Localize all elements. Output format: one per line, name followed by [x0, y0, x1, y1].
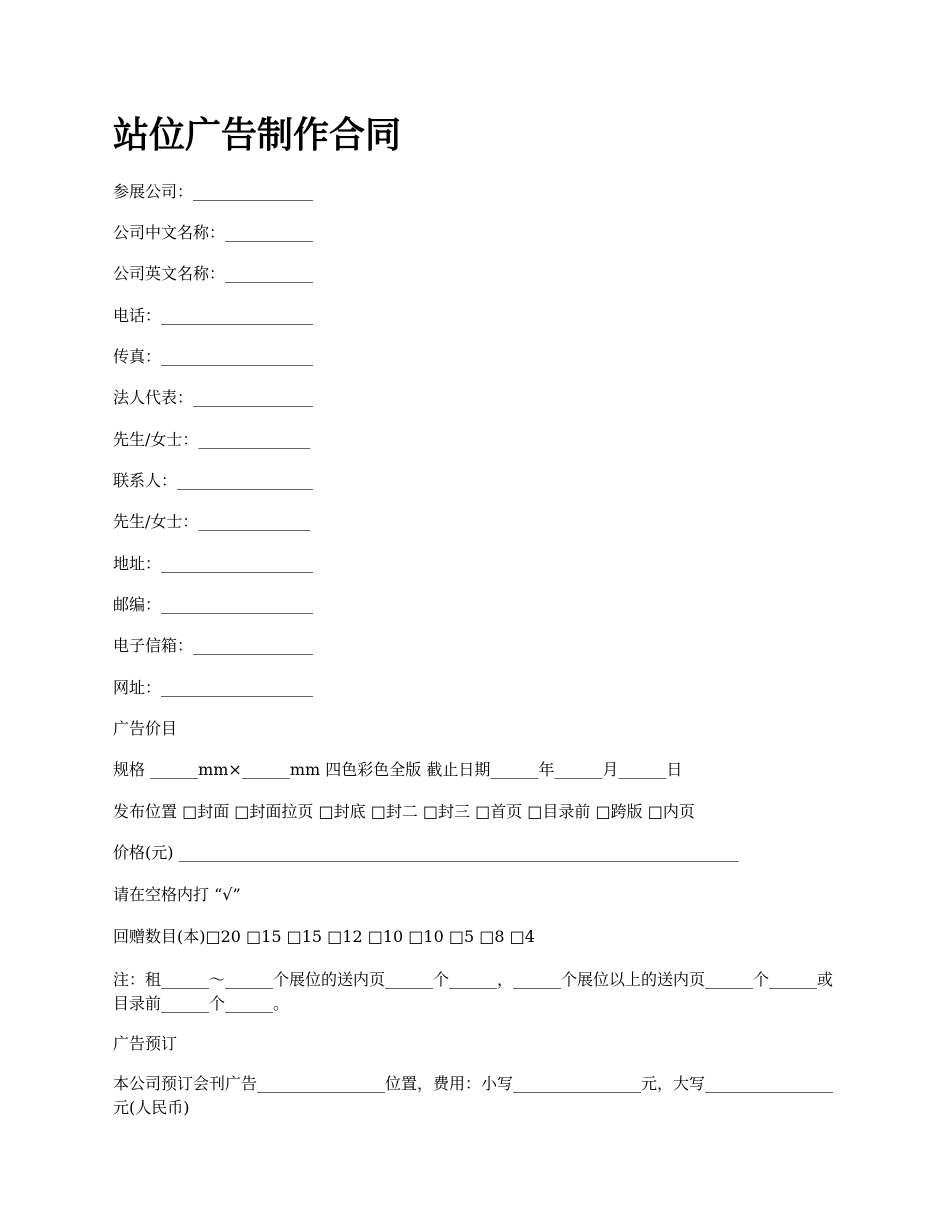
field-website: 网址：___________________	[113, 678, 314, 697]
field-legal-representative: 法人代表：_______________	[113, 388, 314, 407]
field-address: 地址：___________________	[113, 554, 314, 573]
booking-paragraph: 本公司预订会刊广告________________位置，费用：小写________________元，大写________________元(人民币)	[113, 1074, 834, 1117]
field-phone: 电话：___________________	[113, 306, 314, 325]
field-company-chinese-name: 公司中文名称：___________	[113, 223, 314, 242]
field-exhibitor-company: 参展公司：_______________	[113, 182, 314, 201]
note-paragraph: 注：租______～______个展位的送内页______个______，______个展位以上的送内页______个______或目录前______个______。	[113, 970, 834, 1013]
price-line: 价格(元) ______________________________________________________________________	[113, 843, 739, 862]
field-email: 电子信箱：_______________	[113, 636, 314, 655]
booking-heading: 广告预订	[113, 1034, 178, 1053]
field-contact-person: 联系人：_________________	[113, 471, 314, 490]
position-line: 发布位置 □封面 □封面拉页 □封底 □封二 □封三 □首页 □目录前 □跨版 □内页	[113, 802, 695, 821]
spec-line: 规格 ______mm×______mm 四色彩色全版 截止日期______年______月______日	[113, 760, 683, 779]
field-title-2: 先生/女士：______________	[113, 512, 311, 531]
ad-price-heading: 广告价目	[113, 719, 178, 738]
field-title-1: 先生/女士：______________	[113, 430, 311, 449]
check-instruction: 请在空格内打 “√”	[113, 885, 241, 904]
gift-count-line: 回赠数目(本)□20 □15 □15 □12 □10 □10 □5 □8 □4	[113, 927, 535, 946]
field-postcode: 邮编：___________________	[113, 595, 314, 614]
field-fax: 传真：___________________	[113, 347, 314, 366]
field-company-english-name: 公司英文名称：___________	[113, 264, 314, 283]
document-title: 站位广告制作合同	[113, 115, 402, 156]
